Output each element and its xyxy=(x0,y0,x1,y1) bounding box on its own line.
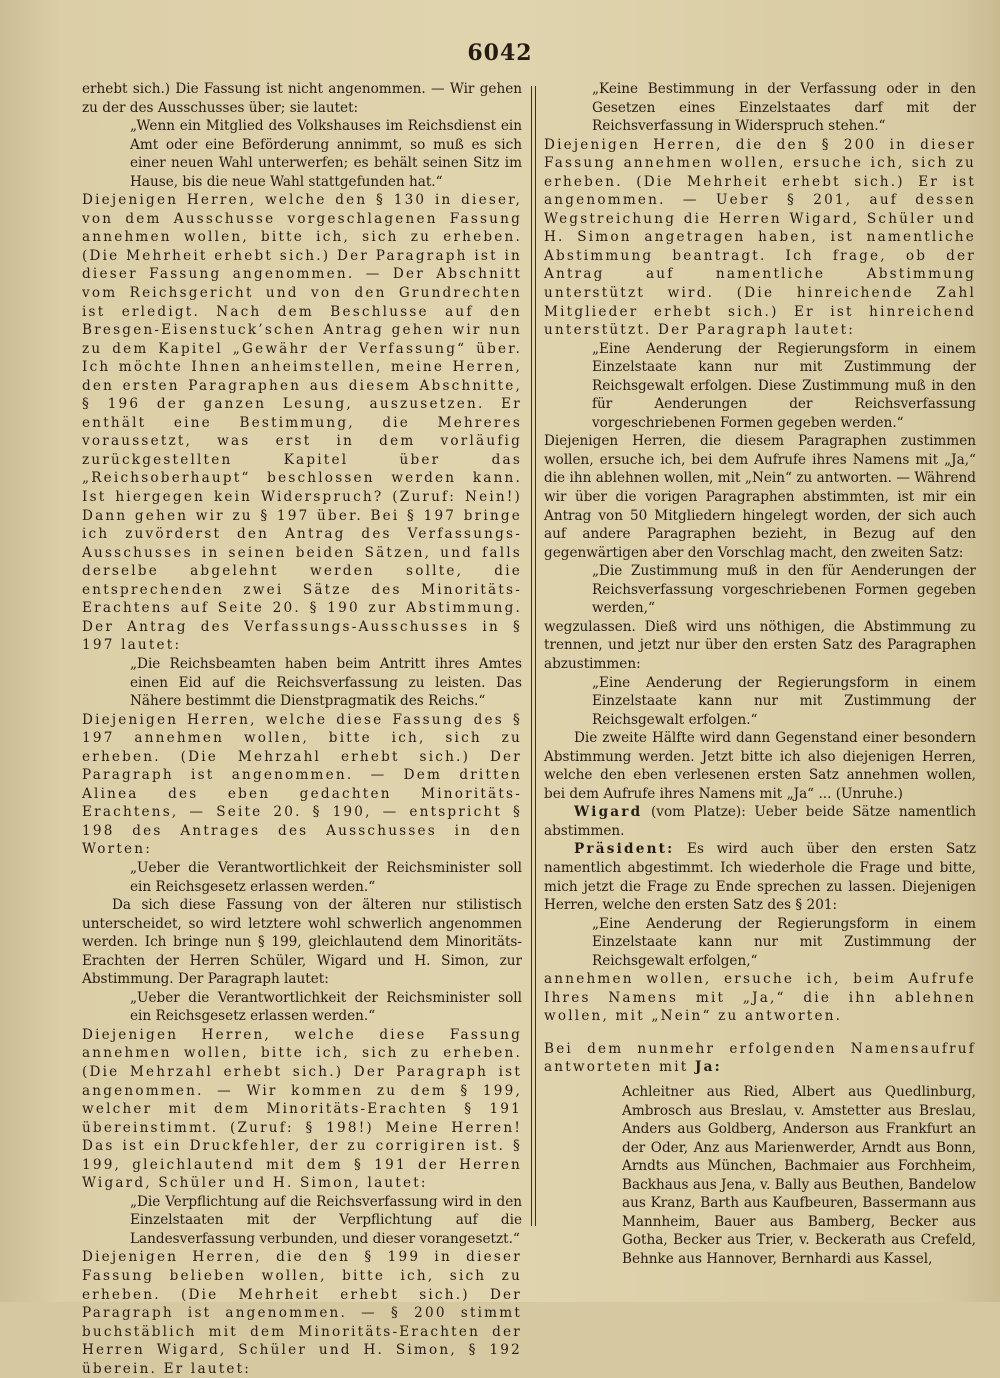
paragraph xyxy=(82,117,522,191)
paragraph-text: Diejenigen Herren, die den § 200 in dieser Fassung annehmen wollen, ersuche ich, sich zu erheben. (Die Mehrheit erhebt sich.) Er ist angenommen. — Ueber § 201, auf dessen Wegstreichung die Herren Wigard, Schüler und H. Simon angetragen haben, ist namentliche Abstimmung beantragt. Ich frage, ob der Antrag auf namentliche Abstimmung unterstützt wird. (Die hinreichende Zahl Mitglieder erhebt sich.) Er ist hinreichend unterstützt. Der Paragraph lautet: xyxy=(544,136,976,339)
paragraph xyxy=(544,136,976,340)
paragraph-text: Diejenigen Herren, welche den § 130 in dieser, von dem Ausschusse vorgeschlagenen Fassung annehmen wollen, bitte ich, sich zu erheben. (Die Mehrheit erhebt sich.) Der Paragraph ist in dieser Fassung angenommen. — Der Abschnitt vom Reichsgericht und von den Grundrechten ist erledigt. Nach dem Beschlusse auf den Bresgen-Eisenstuck’schen Antrag gehen wir nun zu dem Kapitel „Gewähr der Verfassung“ über. Ich möchte Ihnen anheimstellen, meine Herren, den ersten Paragraphen aus diesem Abschnitte, § 196 der ganzen Lesung, auszusetzen. Er enthält eine Bestimmung, die Mehreres voraussetzt, was erst in dem vorläufig zurückgestellten Kapitel über das „Reichsoberhaupt“ beschlossen werden kann. Ist hiergegen kein Widerspruch? (Zuruf: Nein!) Dann gehen wir zu § 197 über. Bei § 197 bringe ich zuvörderst den Antrag des Verfassungs-Ausschusses in seinen beiden Sätzen, und falls derselbe abgelehnt werden sollte, die entsprechenden zwei Sätze des Minoritäts-Erachtens auf Seite 20. § 190 zur Abstimmung. Der Antrag des Verfassungs-Ausschusses in § 197 lautet: xyxy=(82,192,522,654)
paragraph-text: „Die Zustimmung muß in den für Aenderungen der Reichsverfassung vorgeschriebenen Formen gegeben werden,“ xyxy=(592,563,976,617)
paragraph-text: annehmen wollen, ersuche ich, beim Aufrufe Ihres Namens mit „Ja,“ die ihn ablehnen wollen, mit „Nein“ zu antworten. xyxy=(544,971,976,1025)
paragraph-text: Da sich diese Fassung von der älteren nur stilistisch unterscheidet, so wird letztere wohl schwerlich angenommen werden. Ich bringe nun § 199, gleichlautend dem Minoritäts-Erachten der Herren Schüler, Wigard und H. Simon, zur Abstimmung. Der Paragraph lautet: xyxy=(82,897,522,988)
paragraph-text: „Ueber die Verantwortlichkeit der Reichsminister soll ein Reichsgesetz erlassen werden.“ xyxy=(130,859,522,895)
paragraph-text: Diejenigen Herren, die den § 199 in dieser Fassung belieben wollen, bitte ich, sich zu erheben. (Die Mehrheit erhebt sich.) Der Paragraph ist angenommen. — § 200 stimmt buchstäblich mit dem Minoritäts-Erachten der Herren Wigard, Schüler und H. Simon, § 192 überein. Er lautet: xyxy=(82,1249,522,1377)
right-column xyxy=(544,80,976,1284)
paragraph xyxy=(82,989,522,1026)
paragraph-text: „Eine Aenderung der Regierungsform in einem Einzelstaate kann nur mit Zustimmung der Reichsgewalt erfolgen.“ xyxy=(592,674,976,728)
paragraph-text: „Eine Aenderung der Regierungsform in einem Einzelstaate kann nur mit Zustimmung der Reichsgewalt erfolgen,“ xyxy=(592,915,976,969)
right-column-paragraphs xyxy=(544,80,976,1026)
paragraph xyxy=(82,80,522,117)
paragraph-text: Diejenigen Herren, die diesem Paragraphen zustimmen wollen, ersuche ich, bei dem Aufrufe ihres Namens mit „Ja,“ die ihn ablehnen wollen, mit „Nein“ zu antworten. — Während wir über die vorigen Paragraphen abstimmten, ist mir ein Antrag von 50 Mitgliedern hingelegt worden, der sich auch auf andere Paragraphen bezieht, in Bezug auf den gegenwärtigen aber den Vorschlag macht, den zweiten Satz: xyxy=(544,433,976,561)
spacer xyxy=(544,1026,976,1040)
speaker-name: Wigard xyxy=(574,804,643,821)
paragraph xyxy=(82,1026,522,1193)
paragraph xyxy=(82,191,522,655)
page-number: 6042 xyxy=(467,40,533,66)
paragraph-text: wegzulassen. Dieß wird uns nöthigen, die Abstimmung zu trennen, und jetzt nur über den ersten Satz des Paragraphen abzustimmen: xyxy=(544,618,976,672)
paragraph-text: Diejenigen Herren, welche diese Fassung annehmen wollen, bitte ich, sich zu erheben. (Die Mehrzahl erhebt sich.) Der Paragraph ist angenommen. — Wir kommen zu dem § 199, welcher mit dem Minoritäts-Erachten § 191 übereinstimmt. (Zuruf: § 198!) Meine Herren! Das ist ein Druckfehler, der zu corrigiren ist. § 199, gleichlautend mit dem § 191 der Herren Wigard, Schüler und H. Simon, lautet: xyxy=(82,1026,522,1192)
paragraph-text: „Wenn ein Mitglied des Volkshauses im Reichsdienst ein Amt oder eine Beförderung annimmt, so muß es sich einer neuen Wahl unterwerfen; es behält seinen Sitz im Hause, bis die neue Wahl stattgefunden hat.“ xyxy=(130,118,522,190)
paragraph xyxy=(544,340,976,433)
paragraph xyxy=(82,859,522,896)
speaker-name: Präsident: xyxy=(574,841,675,858)
paragraph xyxy=(544,80,976,136)
paragraph xyxy=(544,562,976,618)
left-column xyxy=(82,80,522,1377)
paragraph-text: Diejenigen Herren, welche diese Fassung des § 197 annehmen wollen, bitte ich, sich zu erheben. (Die Mehrzahl erhebt sich.) Der Paragraph ist angenommen. — Dem dritten Alinea des eben gedachten Minoritäts-Erachtens, — Seite 20. § 190, — entspricht § 198 des Antrages des Ausschusses in den Worten: xyxy=(82,711,522,858)
paragraph xyxy=(544,840,976,914)
paragraph-text: „Eine Aenderung der Regierungsform in einem Einzelstaate kann nur mit Zustimmung der Reichsgewalt erfolgen. Diese Zustimmung muß in den für Aenderungen der Reichsverfassung vorgeschriebenen Formen gegeben werden.“ xyxy=(592,340,976,431)
paragraph-text: „Ueber die Verantwortlichkeit der Reichsminister soll ein Reichsgesetz erlassen werden.“ xyxy=(130,989,522,1025)
paragraph xyxy=(544,803,976,840)
paragraph xyxy=(544,618,976,674)
paragraph xyxy=(544,729,976,803)
paragraph-text: „Die Verpflichtung auf die Reichsverfassung wird in den Einzelstaaten mit der Verpflichtung auf die Landesverfassung verbunden, und dieser vorangesetzt.“ xyxy=(130,1193,522,1247)
vote-names-list: Achleitner aus Ried, Albert aus Quedlinburg, Ambrosch aus Breslau, v. Amstetter aus Breslau, Anders aus Goldberg, Anderson aus Frankfurt an der Oder, Anz aus Marienwerder, Arndt aus Bonn, Arndts aus München, Bachmaier aus Forchheim, Backhaus aus Jena, v. Bally aus Beuthen, Bandelow aus Kranz, Barth aus Kaufbeuren, Bassermann aus Mannheim, Bauer aus Bamberg, Becker aus Gotha, Becker aus Trier, v. Beckerath aus Crefeld, Behnke aus Hannover, Bernhardi aus Kassel, xyxy=(622,1083,976,1267)
paragraph-text: „Die Reichsbeamten haben beim Antritt ihres Amtes einen Eid auf die Reichsverfassung zu leisten. Das Nähere bestimmt die Dienstpragmatik des Reichs.“ xyxy=(130,655,522,710)
paragraph-text: erhebt sich.) Die Fassung ist nicht angenommen. — Wir gehen zu der des Ausschusses über; sie lautet: xyxy=(82,81,522,116)
paragraph xyxy=(544,432,976,562)
column-divider xyxy=(531,86,536,1226)
paragraph xyxy=(544,674,976,730)
vote-heading-text: Bei dem nunmehr erfolgenden Namensaufruf antworteten mit xyxy=(544,1040,976,1076)
paragraph xyxy=(82,655,522,711)
paragraph-text: Die zweite Hälfte wird dann Gegenstand einer besondern Abstimmung werden. Jetzt bitte ich also diejenigen Herren, welche den eben verlesenen ersten Satz annehmen wollen, bei dem Aufrufe ihres Namens mit „Ja“ ... (Unruhe.) xyxy=(544,730,976,802)
paragraph-text: „Keine Bestimmung in der Verfassung oder in den Gesetzen eines Einzelstaates darf mit der Reichsverfassung in Widerspruch stehen.“ xyxy=(592,81,976,135)
paragraph xyxy=(82,711,522,859)
paragraph xyxy=(82,1193,522,1249)
paragraph xyxy=(82,1248,522,1378)
paragraph-text: (vom Platze): Ueber beide Sätze namentlich abstimmen. xyxy=(544,804,976,839)
paragraph xyxy=(544,970,976,1026)
vote-heading-emphasis: Ja: xyxy=(694,1059,722,1076)
vote-heading xyxy=(544,1040,976,1077)
paragraph xyxy=(82,896,522,989)
paragraph-text: Es wird auch über den ersten Satz namentlich abgestimmt. Ich wiederhole die Frage und bitte, mich jetzt die Frage zu Ende sprechen zu lassen. Diejenigen Herren, welche den ersten Satz des § 201: xyxy=(544,841,976,914)
paragraph xyxy=(544,915,976,971)
